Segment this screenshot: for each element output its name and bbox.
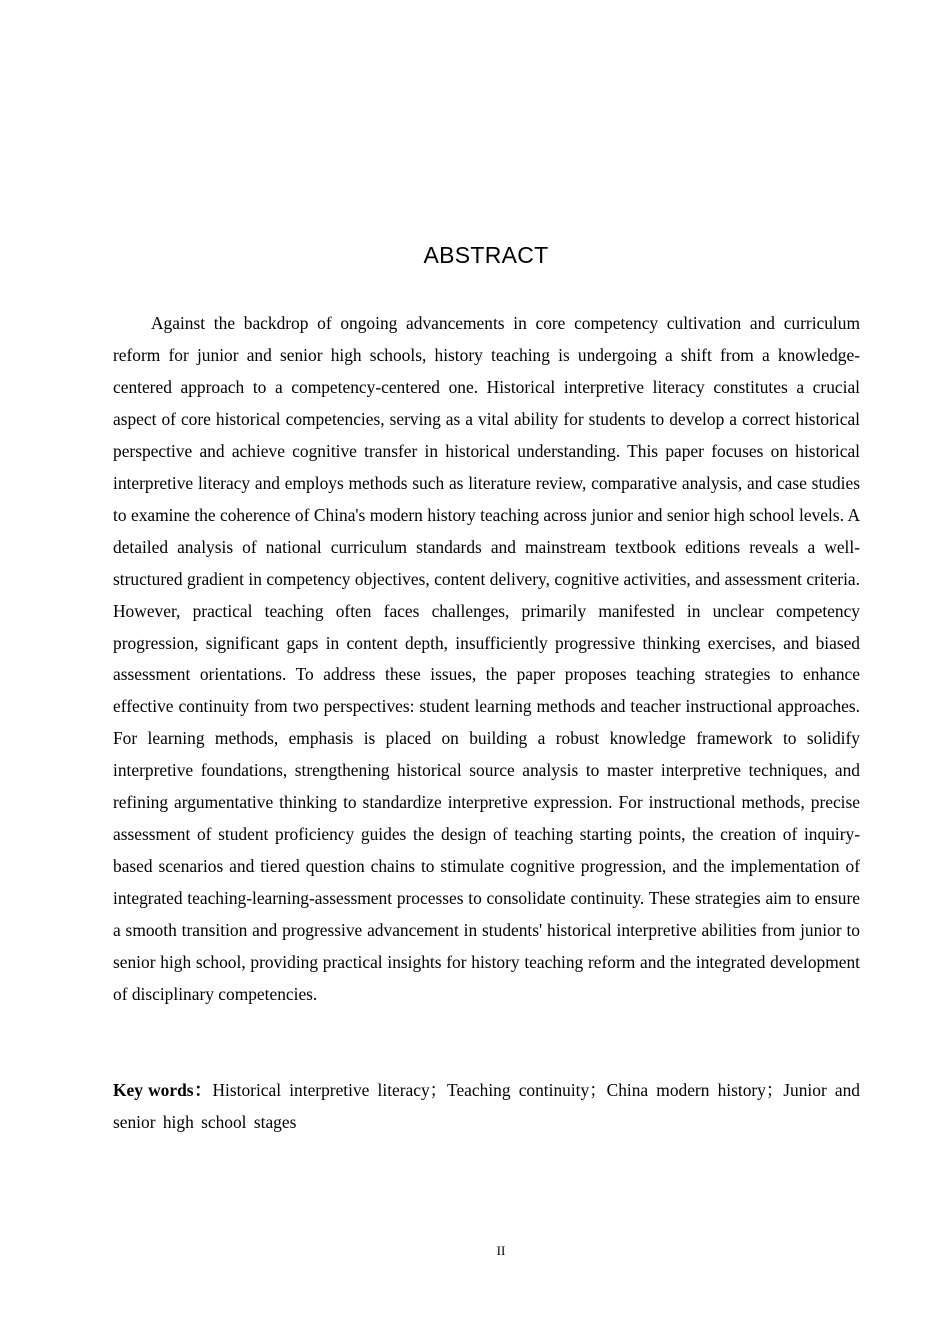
page-number: II [496, 1243, 506, 1258]
keywords-section [113, 1074, 860, 1138]
keywords-label: Key words： [113, 1080, 213, 1100]
keywords-text: Historical interpretive literacy；Teaching continuity；China modern history；Junior and senior high school stages [113, 1080, 860, 1132]
abstract-paragraph: Against the backdrop of ongoing advancements in core competency cultivation and curriculum reform for junior and senior high schools, history teaching is undergoing a shift from a knowledge-centered approach to a competency-centered one. Historical interpretive literacy constitutes a crucial aspect of core historical competencies, serving as a vital ability for students to develop a correct historical perspective and achieve cognitive transfer in historical understanding. This paper focuses on historical interpretive literacy and employs methods such as literature review, comparative analysis, and case studies to examine the coherence of China's modern history teaching across junior and senior high school levels. A detailed analysis of national curriculum standards and mainstream textbook editions reveals a well-structured gradient in competency objectives, content delivery, cognitive activities, and assessment criteria. However, practical teaching often faces challenges, primarily manifested in unclear competency progression, significant gaps in content depth, insufficiently progressive thinking exercises, and biased assessment orientations. To address these issues, the paper proposes teaching strategies to enhance effective continuity from two perspectives: student learning methods and teacher instructional approaches. For learning methods, emphasis is placed on building a robust knowledge framework to solidify interpretive foundations, strengthening historical source analysis to master interpretive techniques, and refining argumentative thinking to standardize interpretive expression. For instructional methods, precise assessment of student proficiency guides the design of teaching starting points, the creation of inquiry-based scenarios and tiered question chains to stimulate cognitive progression, and the implementation of integrated teaching-learning-assessment processes to consolidate continuity. These strategies aim to ensure a smooth transition and progressive advancement in students' historical interpretive abilities from junior to senior high school, providing practical insights for history teaching reform and the integrated development of disciplinary competencies. [113, 313, 860, 1005]
abstract-heading: ABSTRACT [423, 242, 549, 268]
